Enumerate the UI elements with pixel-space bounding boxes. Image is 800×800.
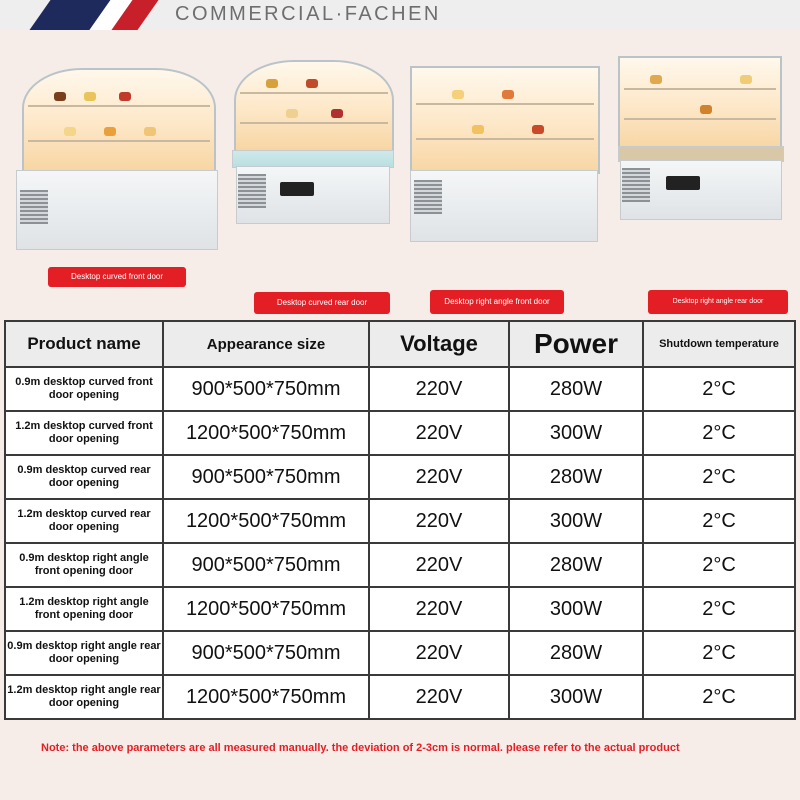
table-row [5, 455, 795, 499]
table-row [5, 543, 795, 587]
cell-size: 900*500*750mm [163, 543, 369, 587]
cell-power: 300W [509, 411, 643, 455]
cell-size: 900*500*750mm [163, 631, 369, 675]
cell-voltage: 220V [369, 367, 509, 411]
cell-temp: 2°C [643, 587, 795, 631]
cell-size: 900*500*750mm [163, 367, 369, 411]
cabinet-image [614, 50, 798, 220]
cell-product-name: 0.9m desktop right angle rear door opening [5, 631, 163, 675]
cell-power: 280W [509, 631, 643, 675]
cell-power: 300W [509, 587, 643, 631]
disclaimer-note: Note: the above parameters are all measured manually. the deviation of 2-3cm is normal. please refer to the actual product [41, 742, 680, 754]
header-product-name: Product name [5, 321, 163, 367]
cell-product-name: 1.2m desktop curved front door opening [5, 411, 163, 455]
table-row [5, 499, 795, 543]
cell-power: 280W [509, 455, 643, 499]
cell-voltage: 220V [369, 411, 509, 455]
product-right-angle-front [404, 62, 604, 306]
table-row [5, 367, 795, 411]
cell-temp: 2°C [643, 675, 795, 719]
cell-temp: 2°C [643, 455, 795, 499]
product-curved-rear [230, 54, 400, 307]
product-curved-front [8, 60, 218, 281]
cell-product-name: 1.2m desktop right angle rear door opening [5, 675, 163, 719]
cell-voltage: 220V [369, 675, 509, 719]
cell-product-name: 0.9m desktop right angle front opening door [5, 543, 163, 587]
cabinet-image [8, 60, 218, 250]
product-right-angle-rear [614, 50, 798, 305]
cell-product-name: 0.9m desktop curved front door opening [5, 367, 163, 411]
cell-size: 1200*500*750mm [163, 675, 369, 719]
product-label: Desktop curved rear door [254, 292, 390, 314]
cabinet-image [230, 54, 400, 224]
cell-voltage: 220V [369, 499, 509, 543]
table-header-row [5, 321, 795, 367]
table-row [5, 675, 795, 719]
cell-size: 1200*500*750mm [163, 587, 369, 631]
cell-power: 300W [509, 675, 643, 719]
cabinet-image [404, 62, 604, 242]
header-power: Power [509, 321, 643, 367]
cell-product-name: 1.2m desktop right angle front opening door [5, 587, 163, 631]
cell-voltage: 220V [369, 455, 509, 499]
product-gallery [0, 40, 800, 307]
cell-product-name: 0.9m desktop curved rear door opening [5, 455, 163, 499]
product-label: Desktop right angle rear door [648, 290, 788, 314]
cell-voltage: 220V [369, 543, 509, 587]
cell-size: 1200*500*750mm [163, 411, 369, 455]
cell-temp: 2°C [643, 367, 795, 411]
cell-temp: 2°C [643, 499, 795, 543]
cell-temp: 2°C [643, 543, 795, 587]
cell-temp: 2°C [643, 631, 795, 675]
product-label: Desktop right angle front door [430, 290, 564, 314]
product-label: Desktop curved front door [48, 267, 186, 287]
header-voltage: Voltage [369, 321, 509, 367]
header-appearance-size: Appearance size [163, 321, 369, 367]
cell-power: 280W [509, 543, 643, 587]
cell-size: 1200*500*750mm [163, 499, 369, 543]
table-row [5, 631, 795, 675]
cell-product-name: 1.2m desktop curved rear door opening [5, 499, 163, 543]
spec-table [4, 320, 796, 720]
cell-temp: 2°C [643, 411, 795, 455]
table-row [5, 587, 795, 631]
cell-power: 280W [509, 367, 643, 411]
brand-title: COMMERCIAL·FACHEN [175, 3, 441, 25]
cell-size: 900*500*750mm [163, 455, 369, 499]
cell-voltage: 220V [369, 587, 509, 631]
header-banner [0, 0, 800, 30]
cell-power: 300W [509, 499, 643, 543]
header-shutdown-temperature: Shutdown temperature [643, 321, 795, 367]
cell-voltage: 220V [369, 631, 509, 675]
table-row [5, 411, 795, 455]
